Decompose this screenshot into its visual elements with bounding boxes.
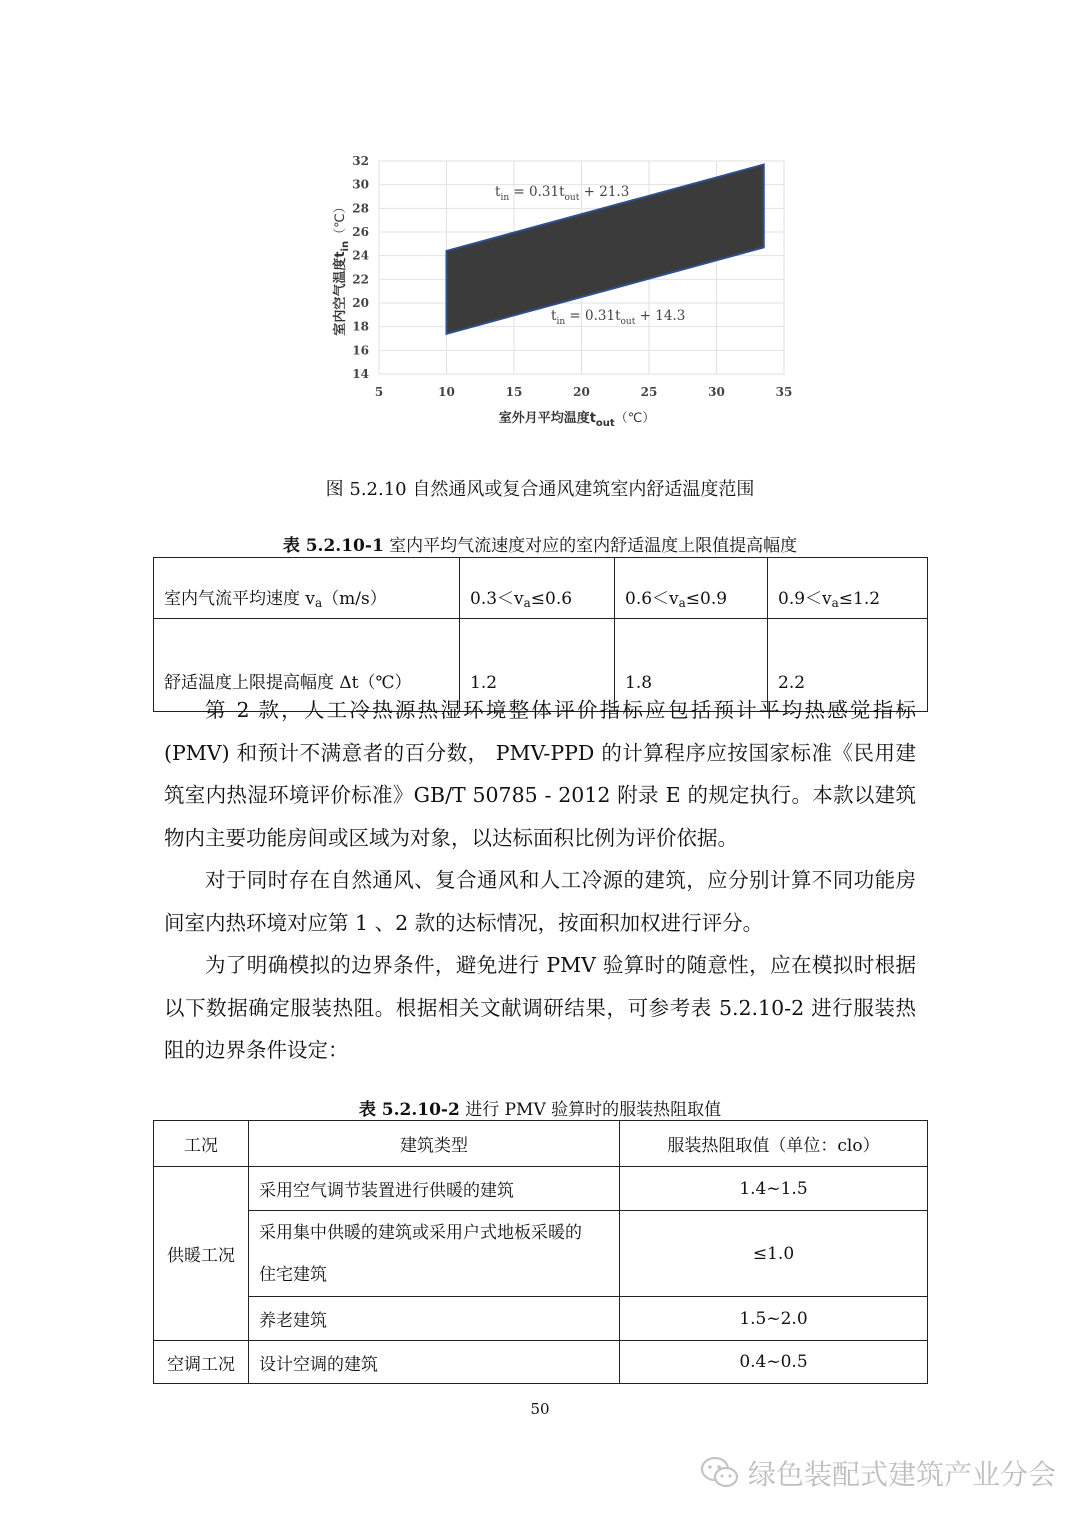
figure-caption: 图 5.2.10 自然通风或复合通风建筑室内舒适温度范围	[325, 479, 755, 500]
table-header-cell: 工况	[154, 1121, 249, 1167]
table-cell: 1.5~2.0	[620, 1297, 928, 1341]
y-tick-label: 30	[352, 177, 369, 192]
lower-annotation: $t_{in} = 0.31t_{out} + 14.3$	[551, 308, 686, 327]
x-tick-label: 20	[573, 385, 590, 399]
group-cell-cooling: 空调工况	[154, 1341, 249, 1384]
table-cell: 室内气流平均速度 $v_a(m/s)$	[154, 558, 460, 619]
table1-caption	[0, 531, 1080, 556]
table1-caption-number: 表 5.2.10-1	[282, 536, 384, 556]
x-tick-label: 15	[505, 385, 523, 399]
table1-caption-text: 室内平均气流速度对应的室内舒适温度上限值提高幅度	[383, 536, 798, 556]
paragraph-1: 第 2 款，人工冷热源热湿环境整体评价指标应包括预计平均热感觉指标 (PMV) 和预计不满意者的百分数， PMV-PPD 的计算程序应按国家标准《民用建筑室内热湿环境评价标准》GB/T 50785 - 2012 附录 E 的规定执行。本款以建筑物内主要功能房间或区域为对象，以达标面积比例为评价依据。	[164, 698, 916, 850]
table-row	[154, 1167, 928, 1211]
table-cell: 1.2	[460, 619, 615, 712]
table-cell: 2.2	[768, 619, 928, 712]
table2-caption-text: 进行 PMV 验算时的服装热阻取值	[459, 1100, 722, 1120]
x-tick-label: 25	[640, 385, 658, 399]
comfort-temperature-chart	[320, 148, 800, 438]
paragraph-block-1	[164, 689, 916, 859]
table-cell: 1.8	[615, 619, 768, 712]
clothing-insulation-table	[153, 1120, 928, 1384]
table-cell: 1.4~1.5	[620, 1167, 928, 1211]
y-tick-label: 16	[352, 343, 369, 358]
table-cell: 舒适温度上限提高幅度 Δt（℃）	[154, 619, 460, 712]
wechat-icon	[700, 1456, 740, 1490]
table2-caption-number: 表 5.2.10-2	[358, 1100, 460, 1120]
table-header-cell: 服装热阻取值（单位：clo）	[620, 1121, 928, 1167]
watermark-text: 绿色装配式建筑产业分会	[748, 1458, 1057, 1491]
x-tick-label: 30	[708, 385, 725, 399]
table-row	[154, 558, 928, 619]
y-tick-label: 20	[352, 296, 369, 310]
y-axis-label: 室内空气温度$t_{in}(℃)$	[333, 200, 351, 336]
table-row	[154, 1297, 928, 1341]
y-tick-label: 14	[352, 367, 369, 381]
paragraph-block-3	[164, 944, 916, 1072]
table-cell: $0.9<v_a\le 1.2$	[768, 558, 928, 619]
table-cell: ≤1.0	[620, 1211, 928, 1297]
y-tick-label: 28	[352, 201, 369, 216]
table-row	[154, 1341, 928, 1384]
paragraph-2: 对于同时存在自然通风、复合通风和人工冷源的建筑，应分别计算不同功能房间室内热环境对应第 1 、2 款的达标情况，按面积加权进行评分。	[164, 868, 916, 935]
table-cell: 0.4~0.5	[620, 1341, 928, 1384]
y-tick-label: 26	[352, 225, 369, 239]
page-number: 50	[530, 1400, 550, 1418]
table-cell: 养老建筑	[249, 1297, 620, 1341]
x-tick-label: 5	[374, 385, 384, 399]
table-cell: 采用空气调节装置进行供暖的建筑	[249, 1167, 620, 1211]
upper-annotation: $t_{in} = 0.31t_{out} + 21.3$	[495, 184, 630, 203]
watermark	[700, 1453, 1056, 1493]
table-row	[154, 1211, 928, 1297]
y-tick-label: 22	[352, 272, 369, 287]
table-header-row	[154, 1121, 928, 1167]
table-cell: $0.3<v_a\le 0.6$	[460, 558, 615, 619]
x-tick-label: 35	[775, 385, 793, 399]
table-cell: $0.6<v_a\le 0.9$	[615, 558, 768, 619]
group-cell-heating: 供暖工况	[154, 1167, 249, 1341]
x-tick-label: 10	[438, 385, 455, 399]
y-tick-label: 18	[352, 319, 369, 334]
paragraph-3: 为了明确模拟的边界条件，避免进行 PMV 验算时的随意性，应在模拟时根据以下数据确定服装热阻。根据相关文献调研结果，可参考表 5.2.10-2 进行服装热阻的边界条件设定：	[164, 953, 916, 1062]
table2-caption	[0, 1095, 1080, 1120]
table-cell: 采用集中供暖的建筑或采用户式地板采暖的 住宅建筑	[249, 1211, 620, 1297]
y-tick-label: 32	[352, 154, 369, 168]
table-header-cell: 建筑类型	[249, 1121, 620, 1167]
paragraph-block-2	[164, 859, 916, 944]
x-axis-label: 室外月平均温度$t_{out}(℃)$	[498, 411, 656, 429]
y-tick-label: 24	[352, 248, 369, 263]
table-cell: 设计空调的建筑	[249, 1341, 620, 1384]
